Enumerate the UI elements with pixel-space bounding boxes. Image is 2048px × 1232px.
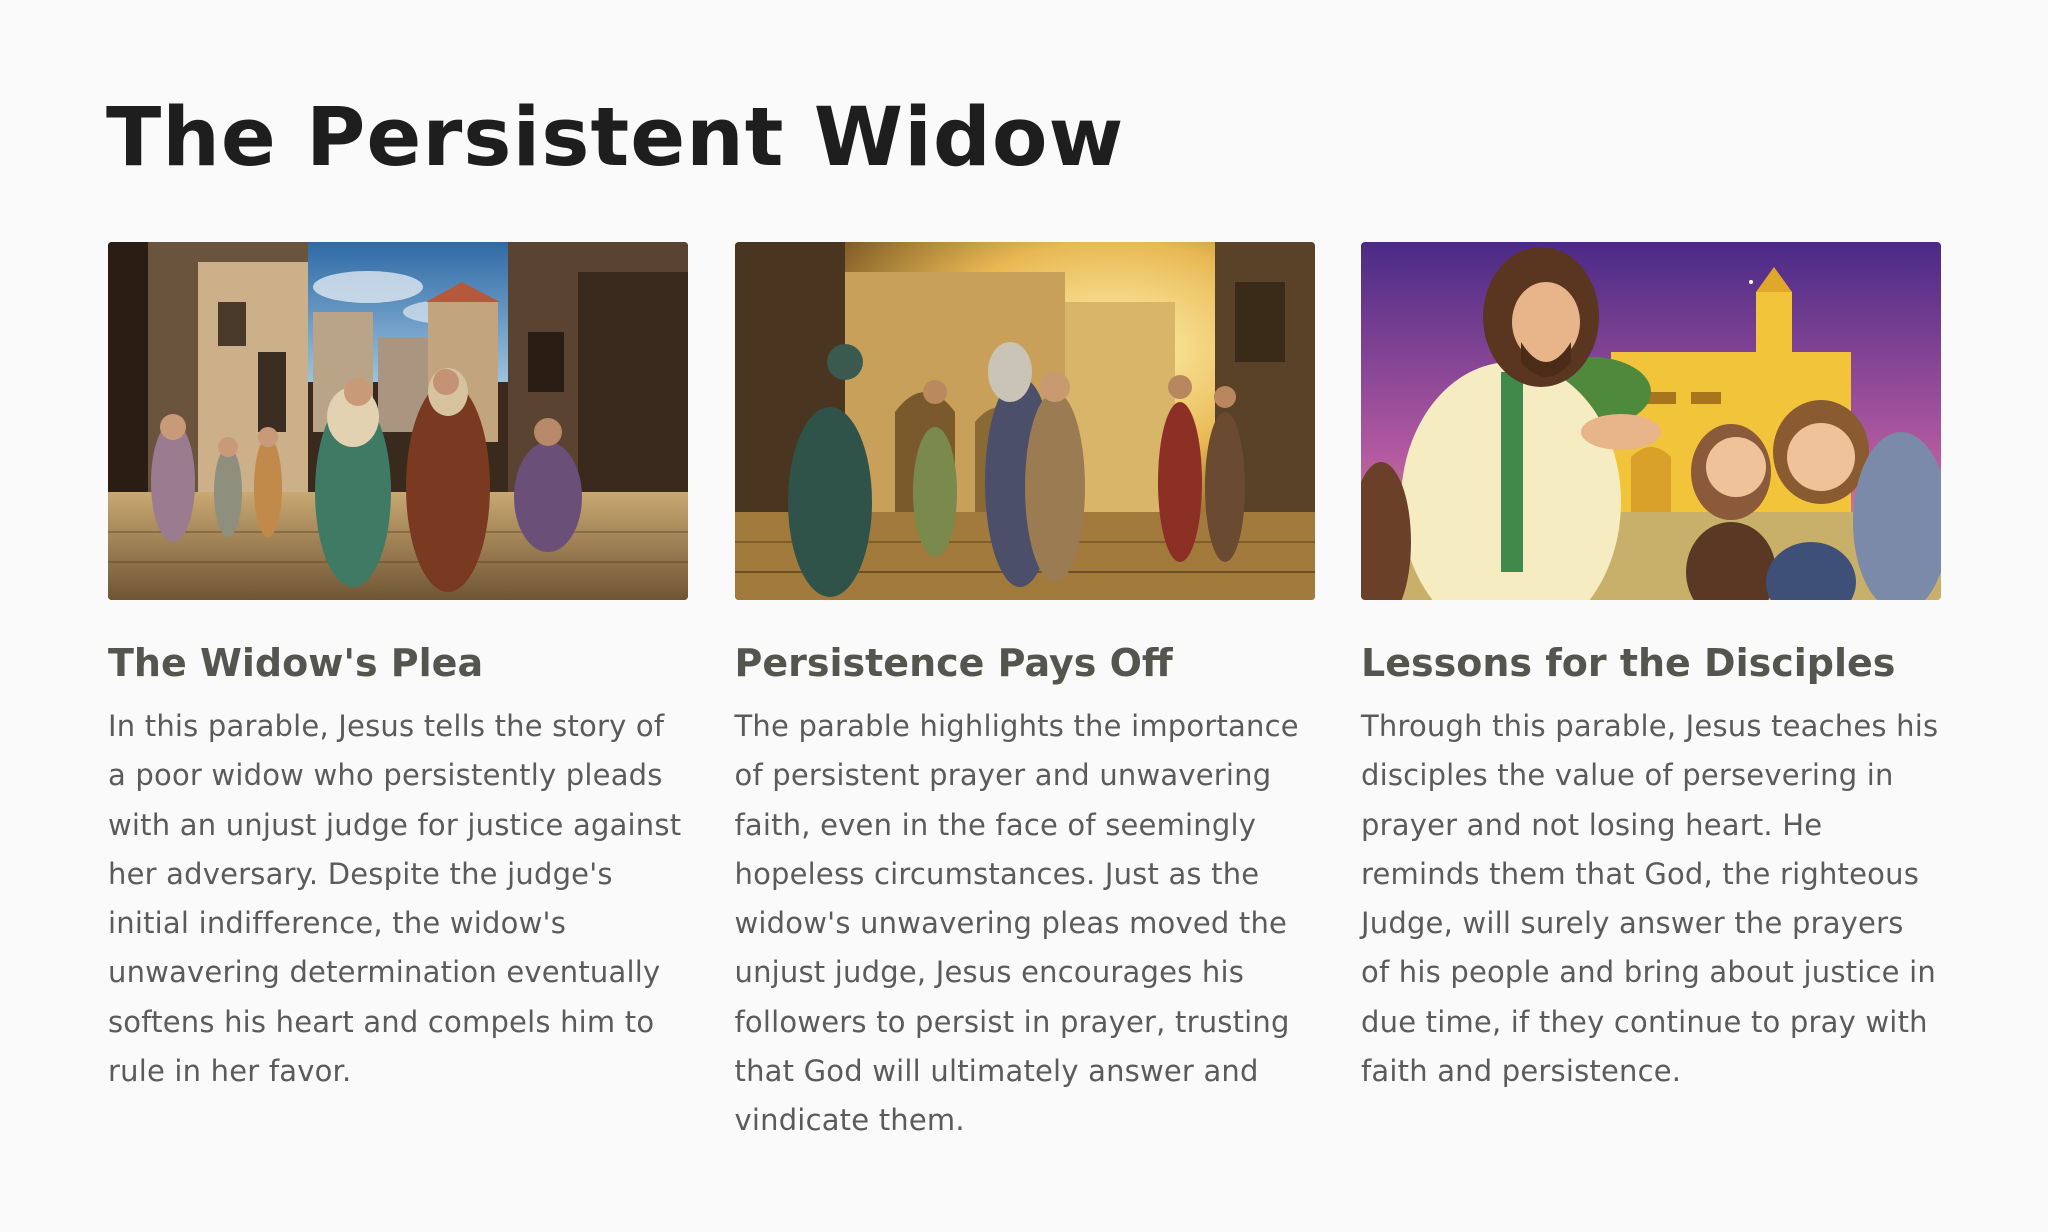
card-heading: The Widow's Plea — [108, 641, 484, 685]
card-row — [108, 242, 1941, 1146]
lessons-image — [1361, 242, 1941, 600]
card-body: The parable highlights the importance of persistent prayer and unwavering faith, even in the face of seemingly hopeless circumstances. Just as the widow's unwavering pleas moved the unjust judge, Jesus encourages his followers to persist in prayer, trusting that God will ultimately answer and vindicate them. — [734, 709, 1299, 1138]
widow-plea-image — [108, 242, 688, 600]
card-lessons-for-disciples — [1361, 242, 1941, 1146]
card-heading: Persistence Pays Off — [734, 641, 1173, 685]
card-persistence-pays-off — [735, 242, 1315, 1146]
persistence-image — [735, 242, 1315, 600]
slide-title: The Persistent Widow — [106, 91, 1125, 185]
card-body: Through this parable, Jesus teaches his disciples the value of persevering in prayer and not losing heart. He reminds them that God, the righteous Judge, will surely answer the prayers of his people and bring about justice in due time, if they continue to pray with faith and persistence. — [1361, 709, 1939, 1089]
card-body: In this parable, Jesus tells the story of a poor widow who persistently pleads with an unjust judge for justice against her adversary. Despite the judge's initial indifference, the widow's unwavering determination eventually softens his heart and compels him to rule in her favor. — [108, 709, 682, 1089]
card-widows-plea — [108, 242, 688, 1146]
card-heading: Lessons for the Disciples — [1361, 641, 1896, 685]
